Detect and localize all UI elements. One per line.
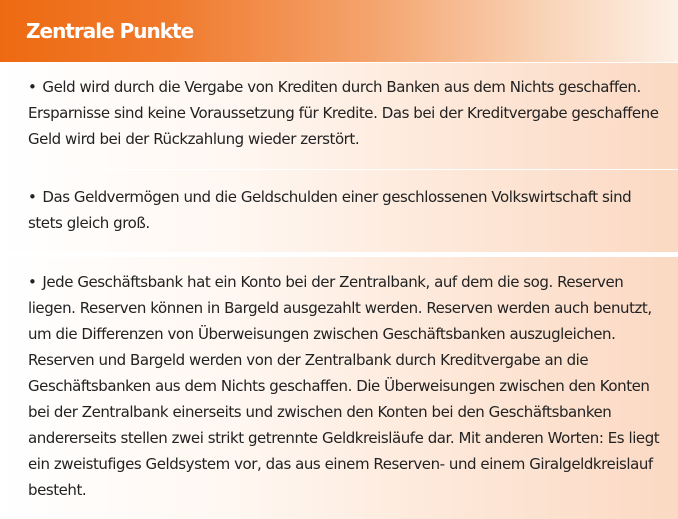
key-point-3: [0, 257, 678, 519]
key-point-2: [0, 170, 678, 252]
key-point-text: Das Geldvermögen und die Geldschulden einer geschlossenen Volkswirtschaft sind stets gleich groß.: [28, 188, 632, 232]
key-point-1: [0, 63, 678, 169]
bullet-marker: •: [28, 78, 37, 96]
key-point-text: Geld wird durch die Vergabe von Krediten durch Banken aus dem Nichts geschaffen. Ersparnisse sind keine Voraussetzung für Kredite. Das bei der Kreditvergabe geschaffene Geld wird bei der Rückzahlung wieder zerstört.: [28, 78, 659, 148]
bullet-marker: •: [28, 273, 37, 291]
key-point-text: Jede Geschäftsbank hat ein Konto bei der Zentralbank, auf dem die sog. Reserven liegen. Reserven können in Bargeld ausgezahlt werden. Reserven werden auch benutzt, um die Differenzen von Überweisungen zwischen Geschäftsbanken auszugleichen. Reserven und Bargeld werden von der Zentralbank durch Kreditvergabe an die Geschäftsbanken aus dem Nichts geschaffen. Die Überweisungen zwischen den Konten bei der Zentralbank einerseits und zwischen den Konten bei den Geschäftsbanken andererseits stellen zwei strikt getrennte Geldkreisläufe dar. Mit anderen Worten: Es liegt ein zweistufiges Geldsystem vor, das aus einem Reserven- und einem Giralgeldkreislauf besteht.: [28, 273, 660, 499]
header-banner: [0, 0, 678, 62]
page-title: Zentrale Punkte: [26, 19, 194, 43]
bullet-marker: •: [28, 188, 37, 206]
